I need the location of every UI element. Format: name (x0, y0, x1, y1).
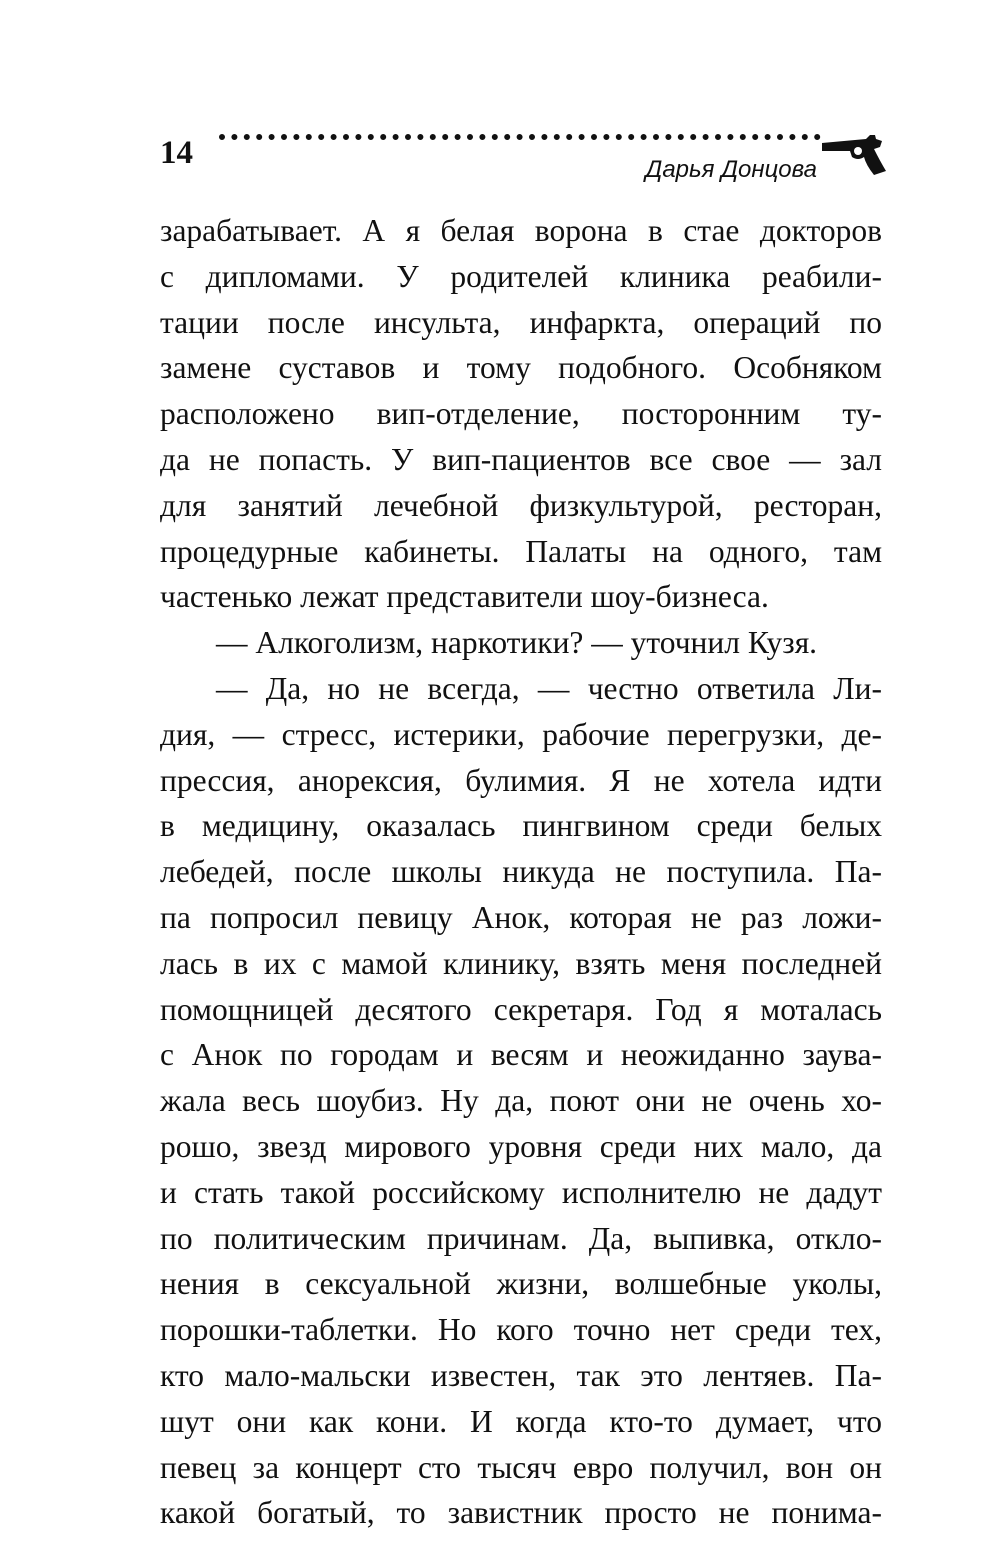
text-line: по политическим причинам. Да, выпивка, откло- (160, 1220, 882, 1256)
text-line: кто мало-мальски известен, так это лентяев. Па- (160, 1357, 882, 1393)
text-line: певец за концерт сто тысяч евро получил, вон он (160, 1449, 882, 1485)
text-line: какой богатый, то завистник просто не понима- (160, 1495, 882, 1531)
text-line: па попросил певицу Анок, которая не раз ложи- (160, 899, 882, 935)
text-line: в медицину, оказалась пингвином среди белых (160, 808, 882, 844)
page-number: 14 (160, 135, 193, 171)
text-line: лебедей, после школы никуда не поступила. Па- (160, 854, 882, 890)
text-line: зарабатывает. А я белая ворона в стае докторов (160, 213, 882, 248)
text-line: да не попасть. У вип-пациентов все свое — зал (160, 441, 882, 477)
text-line: и стать такой российскому исполнителю не дадут (160, 1174, 882, 1210)
text-line: частенько лежат представители шоу-бизнеса. (160, 579, 769, 615)
text-line: для занятий лечебной физкультурой, ресторан, (160, 487, 882, 523)
text-line: процедурные кабинеты. Палаты на одного, там (160, 533, 882, 569)
text-line: дия, — стресс, истерики, рабочие перегрузки, де- (160, 716, 882, 752)
body-text (160, 208, 882, 1536)
text-line: расположено вип-отделение, посторонним ту- (160, 396, 882, 432)
text-line: замене суставов и тому подобного. Особняком (160, 350, 882, 386)
running-header (160, 125, 885, 195)
text-line: шут они как кони. И когда кто-то думает, что (160, 1403, 882, 1439)
text-line: лась в их с мамой клинику, взять меня последней (160, 945, 882, 981)
text-line: нения в сексуальной жизни, волшебные уколы, (160, 1266, 882, 1302)
text-line: порошки-таблетки. Но кого точно нет среди тех, (160, 1312, 882, 1348)
text-line: — Да, но не всегда, — честно ответила Ли- (216, 670, 882, 706)
text-line: рошо, звезд мирового уровня среди них мало, да (160, 1128, 882, 1164)
text-line: тации после инсульта, инфаркта, операций по (160, 304, 882, 340)
text-line: помощницей десятого секретаря. Год я моталась (160, 991, 882, 1027)
revolver-icon (820, 131, 890, 177)
text-line: жала весь шоубиз. Ну да, поют они не очень хо- (160, 1083, 882, 1119)
author-name: Дарья Донцова (645, 156, 817, 183)
dotted-leader (218, 125, 823, 149)
text-line: с Анок по городам и весям и неожиданно заува- (160, 1037, 882, 1073)
text-line: с дипломами. У родителей клиника реабили- (160, 258, 882, 294)
text-line: — Алкоголизм, наркотики? — уточнил Кузя. (216, 625, 818, 661)
text-line: прессия, анорексия, булимия. Я не хотела идти (160, 762, 882, 798)
